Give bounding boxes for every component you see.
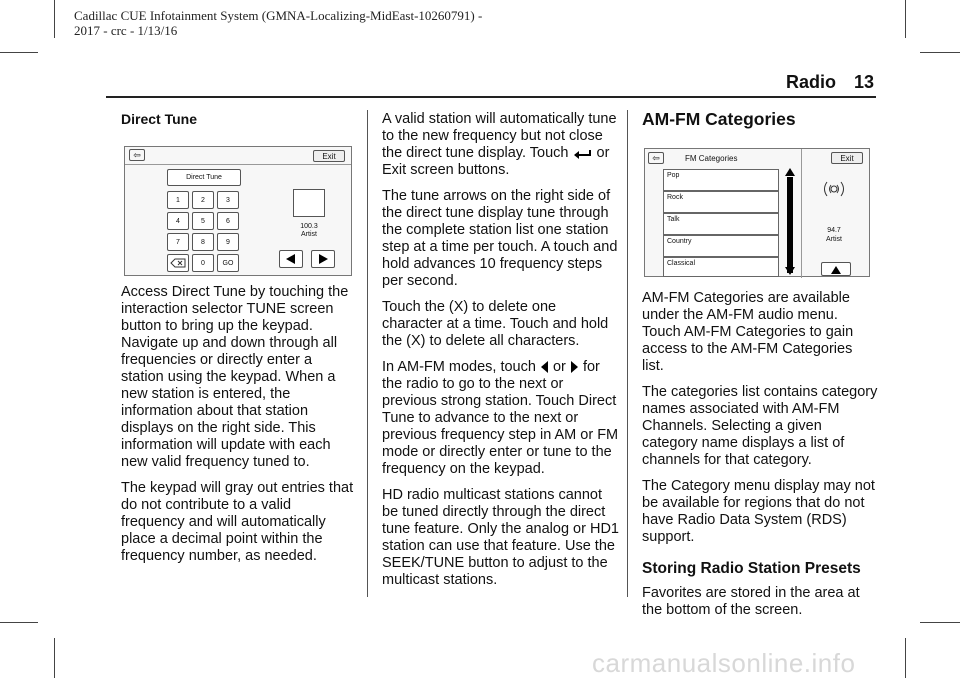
crop-mark (0, 622, 38, 623)
album-art-placeholder (293, 189, 325, 217)
fm-categories-title: FM Categories (685, 154, 738, 163)
text-run: In AM-FM modes, touch (382, 359, 536, 375)
right-column-body (642, 290, 878, 628)
station-artist: Artist (826, 236, 842, 243)
station-frequency: 94.7 (827, 227, 841, 234)
crop-mark (920, 52, 960, 53)
crop-mark (905, 638, 906, 678)
station-artist: Artist (301, 231, 317, 238)
page-number: 13 (853, 72, 874, 92)
text-run: the radio to go to the next or previous strong station. Touch Direct Tune to advance to the next or previous frequency step in AM or FM mode or directly enter or tune to the frequency on the keypad. (382, 376, 619, 477)
document-meta-line1: Cadillac CUE Infotainment System (GMNA-Localizing-MidEast-10260791) - (74, 8, 483, 23)
left-column (121, 111, 357, 136)
arrow-left-icon (280, 251, 302, 267)
crop-mark (54, 0, 55, 38)
section-title-am-fm-categories: AM-FM Categories (642, 109, 796, 129)
paragraph: The categories list contains category names associated with AM-FM Channels. Selecting a given category name displays a list of channels for that category. (642, 384, 878, 468)
back-icon: ⇦ (648, 152, 664, 164)
paragraph: The Category menu display may not be available for regions that do not have Radio Data System (RDS) support. (642, 478, 875, 545)
middle-column (382, 111, 620, 598)
text-run: A valid station will automatically tune to the new frequency but not close the direct tune display. Touch (382, 111, 617, 161)
arrow-up-icon (822, 264, 850, 276)
category-row: Pop (663, 169, 779, 191)
category-row: Rock (663, 191, 779, 213)
key-0: 0 (192, 254, 214, 272)
scroll-up-button (821, 262, 851, 276)
document-meta (74, 8, 482, 38)
key-6: 6 (217, 212, 239, 230)
key-3: 3 (217, 191, 239, 209)
delete-icon (170, 258, 186, 268)
paragraph: Favorites are stored in the area at the bottom of the screen. (642, 585, 860, 618)
crop-mark (54, 638, 55, 678)
paragraph: The tune arrows on the right side of the direct tune display tune through the complete station list one station step at a time per touch. A touch and hold advances 10 frequency steps per second. (382, 188, 618, 289)
arrow-right-icon (570, 360, 579, 374)
panel-divider (801, 149, 802, 278)
column-divider (367, 110, 368, 597)
station-frequency: 100.3 (300, 223, 318, 230)
watermark: carmanualsonline.info (592, 648, 856, 678)
right-column (642, 111, 878, 138)
column-divider (627, 110, 628, 597)
exit-button: Exit (313, 150, 345, 162)
key-4: 4 (167, 212, 189, 230)
key-1: 1 (167, 191, 189, 209)
section-title-storing-presets: Storing Radio Station Presets (642, 560, 861, 577)
scroll-up-icon (784, 167, 796, 177)
document-meta-line2: 2017 - crc - 1/13/16 (74, 23, 178, 38)
tune-up-button (311, 250, 335, 268)
paragraph: The keypad will gray out entries that do not contribute to a valid frequency and will automatically place a decimal point within the frequency number, as needed. (121, 480, 354, 564)
paragraph: HD radio multicast stations cannot be tuned directly through the direct tune feature. Only the analog or HD1 station can use that feature. Use the SEEK/TUNE button to adjust to the multicast stations. (382, 487, 619, 588)
back-icon (573, 147, 593, 159)
paragraph (382, 359, 620, 478)
subhead-direct-tune: Direct Tune (121, 111, 197, 127)
paragraph (382, 111, 620, 179)
key-7: 7 (167, 233, 189, 251)
key-5: 5 (192, 212, 214, 230)
left-column-body (121, 284, 357, 574)
direct-tune-title-box: Direct Tune (167, 169, 241, 186)
text-run: or Exit screen buttons. (382, 145, 610, 178)
fm-categories-screen-figure (644, 148, 870, 277)
crop-mark (0, 52, 38, 53)
crop-mark (920, 622, 960, 623)
scroll-down-icon (784, 266, 796, 276)
paragraph: AM-FM Categories are available under the AM-FM audio menu. Touch AM-FM Categories to gain access to the AM-FM Categories list. (642, 290, 854, 374)
crop-mark (905, 0, 906, 38)
running-head (786, 72, 874, 93)
tune-down-button (279, 250, 303, 268)
category-row: Classical (663, 257, 779, 277)
direct-tune-screen-figure (124, 146, 352, 276)
exit-button: Exit (831, 152, 863, 164)
arrow-left-icon (540, 360, 549, 374)
header-rule (106, 96, 876, 98)
scrollbar (787, 177, 793, 273)
arrow-right-icon (312, 251, 334, 267)
paragraph: Access Direct Tune by touching the interaction selector TUNE screen button to bring up the keypad. Navigate up and down through all frequencies or directly enter a station using the keypad. When a new station is entered, the information about that station displays on the right side. This information will update with each new valid frequency tuned to. (121, 284, 349, 470)
back-icon: ⇦ (129, 149, 145, 161)
key-8: 8 (192, 233, 214, 251)
delete-key (167, 254, 189, 272)
key-2: 2 (192, 191, 214, 209)
text-run: or (552, 359, 566, 375)
category-row: Country (663, 235, 779, 257)
go-key: GO (217, 254, 239, 272)
key-9: 9 (217, 233, 239, 251)
category-row: Talk (663, 213, 779, 235)
section-name: Radio (785, 72, 836, 92)
text-run: for (582, 359, 600, 375)
fm-signal-icon (819, 179, 849, 199)
paragraph: Touch the (X) to delete one character at a time. Touch and hold the (X) to delete all characters. (382, 299, 609, 349)
